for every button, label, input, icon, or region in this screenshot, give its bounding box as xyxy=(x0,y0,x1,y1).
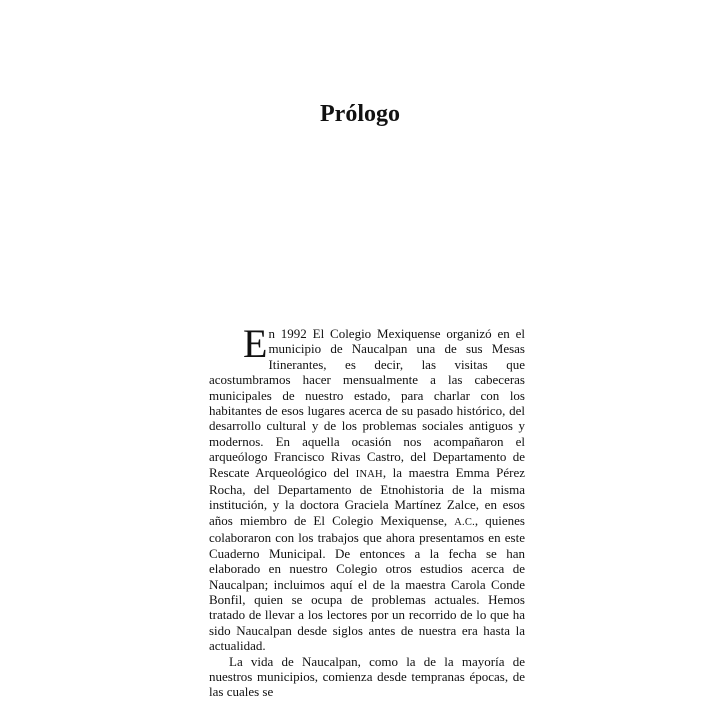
page-title: Prólogo xyxy=(320,101,400,127)
paragraph-2: La vida de Naucalpan, como la de la mayoría de nuestros municipios, comienza desde tempranas épocas, de las cuales se xyxy=(209,653,525,700)
paragraph-1-text-a: n 1992 El Colegio Mexiquense organizó en el municipio de Naucalpan una de sus Mesas Itinerantes, es decir, las visitas que acostumbramos hacer mensualmente a las cabeceras municipales de nuestro estado, para charlar con los habitantes de esos lugares acerca de su pasado histórico, del desarrollo cultural y de los problemas sociales antiguos y modernos. En aquella ocasión nos acompañaron el arqueólogo Francisco Rivas Castro, del Departamento de Rescate Arqueológico del xyxy=(209,326,525,480)
abbrev-ac: A.C. xyxy=(454,516,475,528)
paragraph-1 xyxy=(209,321,525,654)
drop-cap: E xyxy=(243,321,268,366)
body-text xyxy=(209,321,525,700)
paragraph-1-text-b: , la maestra Emma Pérez Rocha, del Departamento de Etnohistoria de la misma institución, y la doctora Graciela Martínez Zalce, en esos años miembro de El Colegio Mexiquense, xyxy=(209,464,525,528)
paragraph-1-text-c: , quienes colaboraron con los trabajos que ahora presentamos en este Cuaderno Municipal. De entonces a la fecha se han elaborado en nuestro Colegio otros estudios acerca de Naucalpan; incluimos aquí el de la maestra Carola Conde Bonfil, quien se ocupa de problemas actuales. Hemos tratado de llevar a los lectores por un recorrido de lo que ha sido Naucalpan desde siglos antes de nuestra era hasta la actualidad. xyxy=(209,512,525,654)
abbrev-inah: INAH xyxy=(355,468,383,480)
